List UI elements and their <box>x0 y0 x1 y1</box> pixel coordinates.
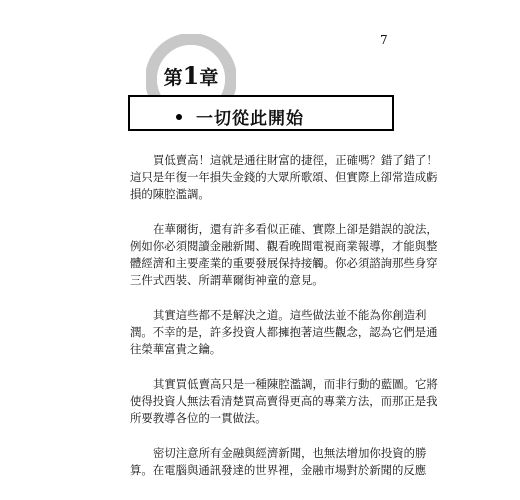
text-line: 例如你必須閱讀金融新聞、觀看晚間電視商業報導，才能與整 <box>130 239 438 253</box>
paragraph <box>130 152 438 203</box>
text-line: 體經濟和主要產業的重要發展保持接觸。你必須諮詢那些身穿 <box>130 256 438 270</box>
body-text <box>130 152 438 497</box>
paragraph <box>130 221 438 289</box>
text-line: 密切注意所有金融與經濟新聞，也無法增加你投資的勝 <box>153 446 427 460</box>
text-line: 在華爾街，還有許多看似正確、實際上卻是錯誤的說法， <box>153 222 438 236</box>
text-line: 使得投資人無法看清楚買高賣得更高的專業方法，而那正是我 <box>130 394 438 408</box>
chapter-suffix: 章 <box>199 67 219 89</box>
text-line: 所要教導各位的一貫做法。 <box>130 411 267 425</box>
chapter-label <box>160 61 222 90</box>
chapter-prefix: 第 <box>163 67 183 89</box>
text-line: 損的陳腔濫調。 <box>130 187 210 201</box>
text-line: 其實買低賣高只是一種陳腔濫調，而非行動的藍圖。它將 <box>153 377 438 391</box>
text-line: 三件式西裝、所謂華爾街神童的意見。 <box>130 273 324 287</box>
text-line: 潤。不幸的是，許多投資人都擁抱著這些觀念，認為它們是通 <box>130 325 438 339</box>
paragraph <box>130 445 427 479</box>
paragraph <box>130 376 438 427</box>
chapter-number: 1 <box>182 61 200 90</box>
text-line: 這只是年復一年損失金錢的大眾所歌頌、但實際上卻常造成虧 <box>130 170 438 184</box>
paragraph <box>130 307 438 358</box>
chapter-title: 一切從此開始 <box>196 109 304 129</box>
page-number: 7 <box>380 33 388 47</box>
text-line: 算。在電腦與通訊發達的世界裡，金融市場對於新聞的反應 <box>130 463 427 477</box>
title-bullet <box>176 114 182 120</box>
text-line: 其實這些都不是解決之道。這些做法並不能為你創造利 <box>153 308 427 322</box>
text-line: 往榮華富貴之鑰。 <box>130 342 222 356</box>
text-line: 買低賣高！這就是通往財富的捷徑，正確嗎？錯了錯了！ <box>153 153 438 167</box>
